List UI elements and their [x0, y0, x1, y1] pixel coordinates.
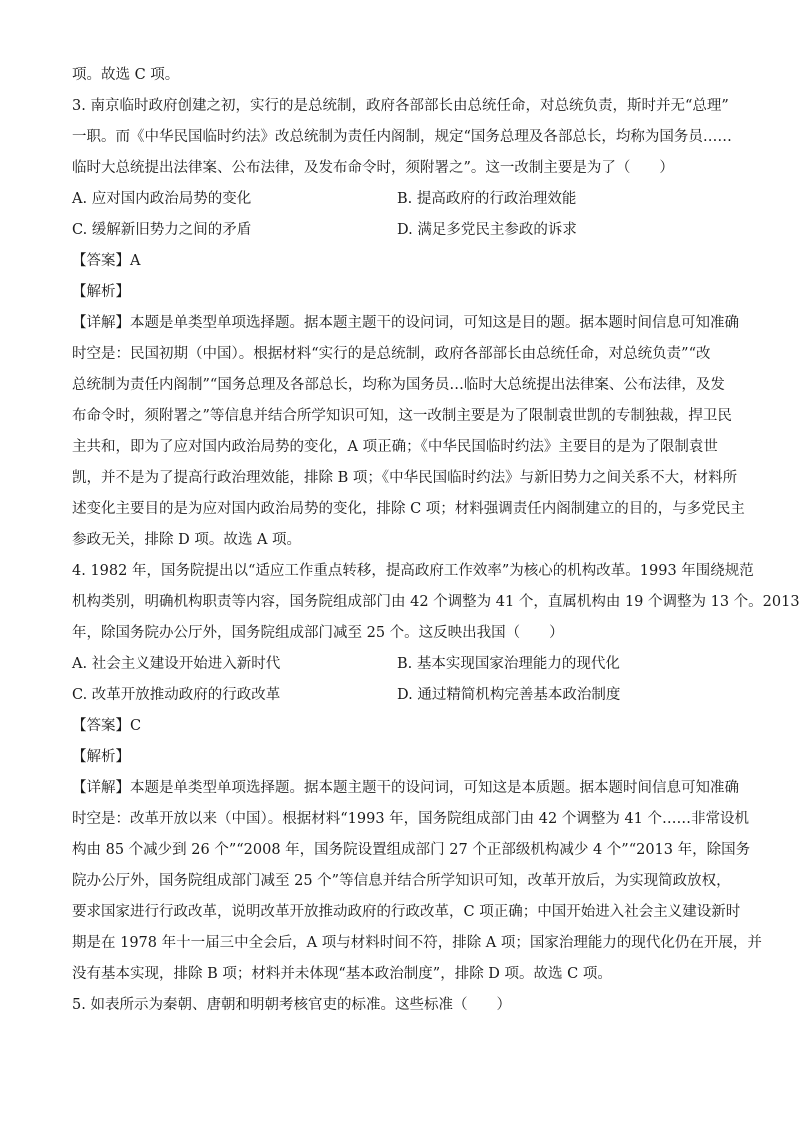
- analysis-label: 【解析】: [72, 284, 130, 300]
- option-b: B. 提高政府的行政治理效能: [397, 191, 577, 207]
- option-d: D. 满足多党民主参政的诉求: [397, 222, 577, 238]
- detail-line: 要求国家进行行政改革，说明改革开放推动政府的行政改革，C 项正确；中国开始进入社会主义建设新时: [72, 904, 741, 920]
- answer-label: 【答案】A: [72, 253, 141, 269]
- detail-line: 院办公厅外，国务院组成部门减至 25 个”等信息并结合所学知识可知，改革开放后，为实现简政放权，: [72, 873, 731, 889]
- option-a: A. 应对国内政治局势的变化: [72, 191, 252, 207]
- question-4: [72, 556, 800, 990]
- question-4-options-row: [72, 649, 722, 680]
- option-b: B. 基本实现国家治理能力的现代化: [397, 656, 620, 672]
- detail-line: 述变化主要目的是为应对国内政治局势的变化，排除 C 项；材料强调责任内阁制建立的目的，与多党民主: [72, 501, 745, 517]
- option-a: A. 社会主义建设开始进入新时代: [72, 656, 281, 672]
- question-3-stem-line: 临时大总统提出法律案、公布法律，及发布命令时，须附署之”。这一改制主要是为了（ ）: [72, 160, 674, 176]
- analysis-label: 【解析】: [72, 749, 130, 765]
- question-3-stem-line: 3. 南京临时政府创建之初，实行的是总统制，政府各部部长由总统任命，对总统负责，斯时并无“总理”: [72, 98, 729, 114]
- detail-line: 【详解】本题是单类型单项选择题。据本题主题干的设问词，可知这是本质题。据本题时间信息可知准确: [72, 780, 739, 796]
- question-3-stem-line: 一职。而《中华民国临时约法》改总统制为责任内阁制，规定“国务总理及各部总长，均称为国务员……: [72, 129, 732, 145]
- question-4-stem-line: 年，除国务院办公厅外，国务院组成部门减至 25 个。这反映出我国（ ）: [72, 625, 564, 641]
- detail-line: 布命令时，须附署之”等信息并结合所学知识可知，这一改制主要是为了限制袁世凯的专制独裁，捍卫民: [72, 408, 732, 424]
- question-3: [72, 91, 745, 556]
- detail-line: 时空是：民国初期（中国）。根据材料“实行的是总统制，政府各部部长由总统任命，对总统负责”“改: [72, 346, 711, 362]
- detail-line: 期是在 1978 年十一届三中全会后，A 项与材料时间不符，排除 A 项；国家治理能力的现代化仍在开展，并: [72, 935, 762, 951]
- detail-line: 参政无关，排除 D 项。故选 A 项。: [72, 532, 302, 548]
- detail-line: 总统制为责任内阁制”“国务总理及各部总长，均称为国务员…临时大总统提出法律案、公布法律，及发: [72, 377, 725, 393]
- question-5-stem-line: 5. 如表所示为秦朝、唐朝和明朝考核官吏的标准。这些标准（ ）: [72, 997, 511, 1013]
- detail-line: 构由 85 个减少到 26 个”“2008 年，国务院设置组成部门 27 个正部级机构减少 4 个”“2013 年，除国务: [72, 842, 751, 858]
- answer-label: 【答案】C: [72, 718, 142, 734]
- document-page: [72, 60, 800, 1021]
- question-3-options-row: [72, 215, 722, 246]
- question-4-stem-line: 机构类别，明确机构职责等内容，国务院组成部门由 42 个调整为 41 个，直属机构由 19 个调整为 13 个。2013: [72, 594, 800, 610]
- detail-line: 主共和，即为了应对国内政治局势的变化，A 项正确；《中华民国临时约法》主要目的是为了限制袁世: [72, 439, 718, 455]
- question-3-options-row: [72, 184, 722, 215]
- question-5: [72, 990, 722, 1021]
- detail-line: 没有基本实现，排除 B 项；材料并未体现“基本政治制度”，排除 D 项。故选 C 项。: [72, 966, 612, 982]
- question-4-options-row: [72, 680, 722, 711]
- detail-line: 时空是：改革开放以来（中国）。根据材料“1993 年，国务院组成部门由 42 个调整为 41 个……非常设机: [72, 811, 750, 827]
- question-4-stem-line: 4. 1982 年，国务院提出以“适应工作重点转移，提高政府工作效率”为核心的机构改革。1993 年围绕规范: [72, 563, 754, 579]
- detail-line: 【详解】本题是单类型单项选择题。据本题主题干的设问词，可知这是目的题。据本题时间信息可知准确: [72, 315, 739, 331]
- detail-line: 凯，并不是为了提高行政治理效能，排除 B 项；《中华民国临时约法》与新旧势力之间关系不大，材料所: [72, 470, 738, 486]
- option-c: C. 缓解新旧势力之间的矛盾: [72, 222, 252, 238]
- option-d: D. 通过精简机构完善基本政治制度: [397, 687, 621, 703]
- option-c: C. 改革开放推动政府的行政改革: [72, 687, 281, 703]
- prev-answer-tail: 项。故选 C 项。: [72, 67, 180, 83]
